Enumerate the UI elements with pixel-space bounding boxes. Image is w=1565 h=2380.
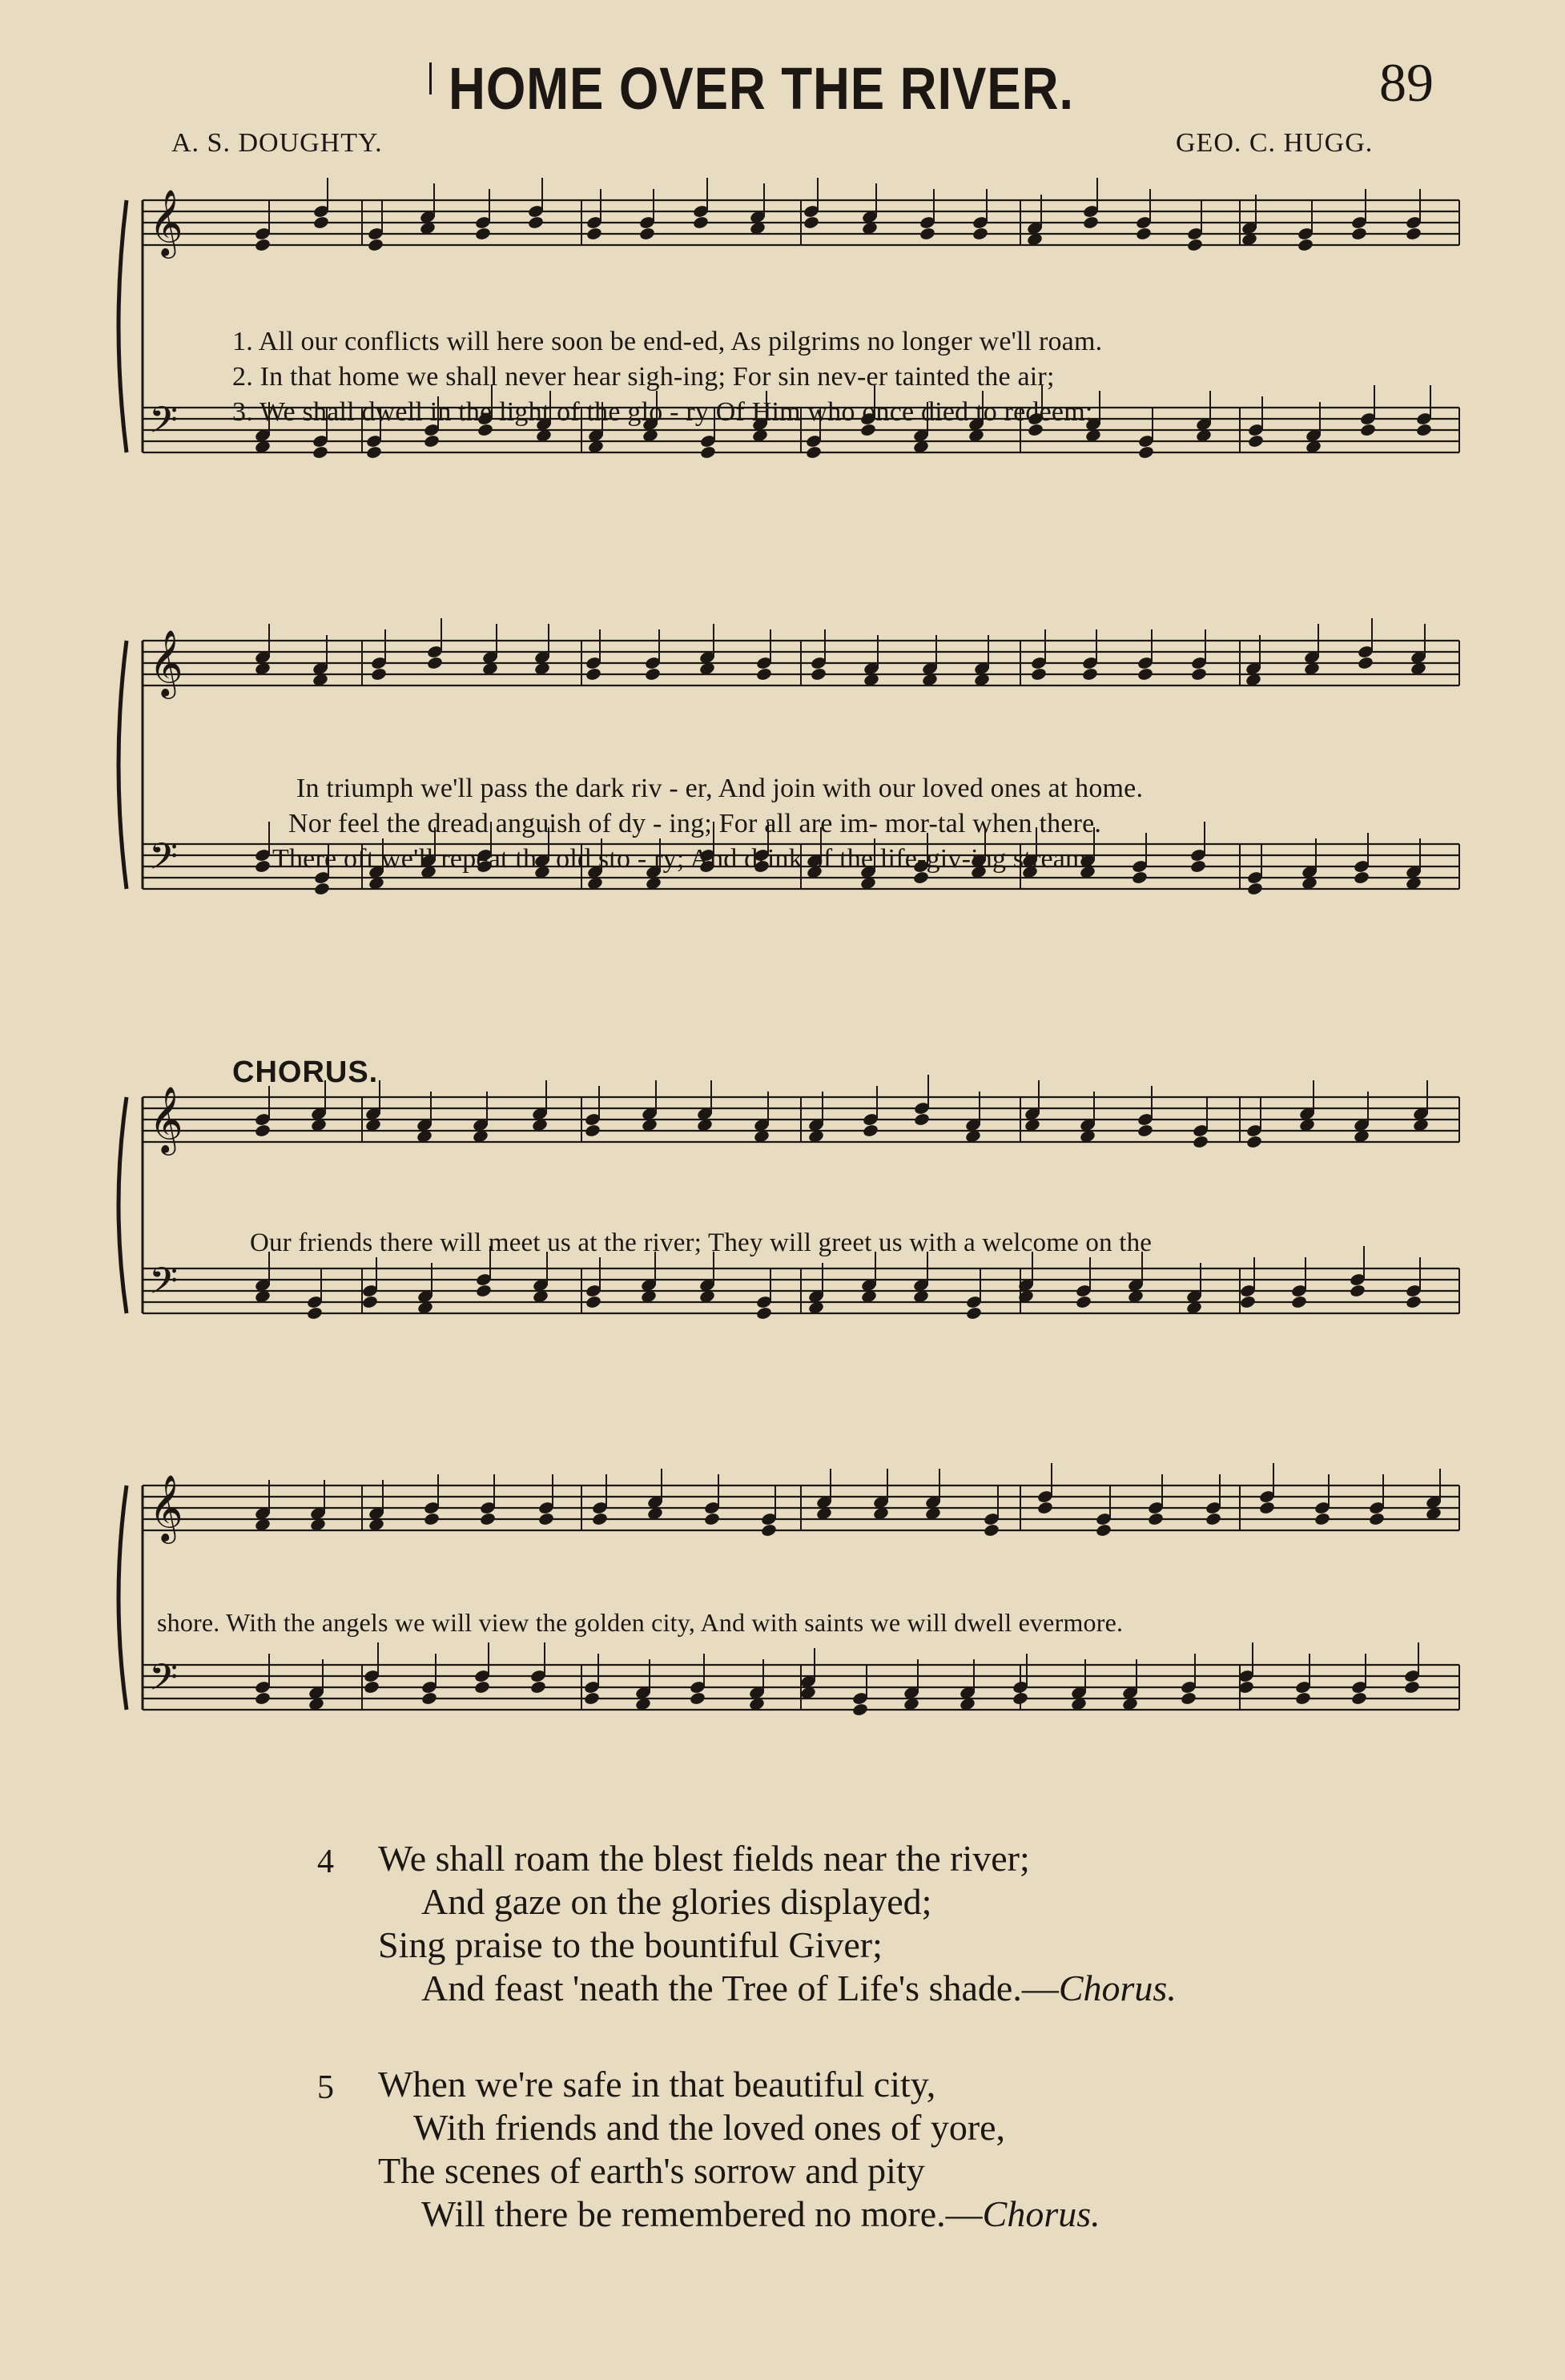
lyric-line-3-1: Our friends there will meet us at the river; They will greet us with a welcome on the — [250, 1228, 1153, 1257]
lyric-line-2-3: There oft we'll repeat the old sto - ry; And drink of the life-giv-ing stream. — [272, 844, 1094, 874]
treble-notehead — [479, 1512, 496, 1526]
stanza-line: And gaze on the glories displayed; — [421, 1881, 932, 1922]
lyric-line-1-1: 1. All our conflicts will here soon be end-ed, As pilgrims no longer we'll roam. — [232, 327, 1103, 356]
bass-clef: 𝄢 — [149, 835, 179, 887]
stanza-line: We shall roam the blest fields near the river; — [378, 1838, 1030, 1879]
treble-notehead — [703, 1512, 720, 1526]
page-title: HOME OVER THE RIVER. — [449, 55, 1074, 122]
stanza-line: The scenes of earth's sorrow and pity — [378, 2150, 925, 2191]
bass-notehead — [1350, 1691, 1367, 1706]
lyric-line-4-1: shore. With the angels we will view the golden city, And with saints we will dwell evermore. — [157, 1608, 1124, 1637]
bass-notehead — [1294, 1691, 1311, 1706]
bass-notehead — [1180, 1691, 1197, 1706]
lyric-line-2-1: In triumph we'll pass the dark riv - er, And join with our loved ones at home. — [296, 774, 1144, 803]
treble-notehead — [423, 1512, 440, 1526]
stanza-line: Sing praise to the bountiful Giver; — [378, 1924, 883, 1965]
stanza-line: When we're safe in that beautiful city, — [378, 2064, 936, 2105]
bass-notehead — [420, 1691, 437, 1706]
treble-notehead — [537, 1512, 554, 1526]
lyric-line-1-3: 3. We shall dwell in the light of the glo - ry Of Him who once died to redeem; — [232, 397, 1093, 427]
treble-notehead — [1258, 1501, 1275, 1515]
treble-notehead — [591, 1512, 608, 1526]
bass-notehead — [473, 1680, 490, 1695]
bass-notehead — [689, 1691, 706, 1706]
treble-notehead — [1314, 1512, 1330, 1526]
chorus-reference: Chorus. — [982, 2193, 1100, 2234]
treble-notehead — [983, 1523, 1000, 1538]
treble-clef: 𝄞 — [149, 629, 183, 696]
stanza-line — [421, 1967, 1177, 2010]
treble-notehead — [760, 1523, 777, 1538]
bass-notehead — [363, 1680, 380, 1695]
treble-clef: 𝄞 — [149, 1473, 183, 1541]
treble-notehead — [1147, 1512, 1164, 1526]
bass-notehead — [1403, 1680, 1420, 1695]
composer-credit: GEO. C. HUGG. — [1176, 128, 1374, 158]
treble-notehead — [1036, 1501, 1053, 1515]
bass-clef: 𝄢 — [149, 1260, 179, 1312]
stanza-line-text: Will there be remembered no more.— — [421, 2193, 983, 2234]
bass-notehead — [851, 1703, 868, 1717]
bass-clef: 𝄢 — [149, 399, 179, 451]
chorus-reference: Chorus. — [1058, 1968, 1177, 2008]
treble-notehead — [1205, 1512, 1221, 1526]
treble-clef: 𝄞 — [149, 188, 183, 255]
stanza-number: 5 — [317, 2069, 334, 2106]
bass-notehead — [1012, 1691, 1028, 1706]
bass-notehead — [254, 1691, 271, 1706]
lyric-line-2-2: Nor feel the dread anguish of dy - ing; For all are im- mor-tal when there. — [288, 809, 1102, 838]
chorus-label: CHORUS. — [232, 1055, 379, 1089]
bass-notehead — [529, 1680, 546, 1695]
treble-clef: 𝄞 — [149, 1085, 183, 1152]
bass-clef: 𝄢 — [149, 1656, 179, 1708]
treble-notehead — [1368, 1512, 1385, 1526]
page-number: 89 — [1379, 52, 1434, 113]
lyric-line-1-2: 2. In that home we shall never hear sigh-ing; For sin nev-er tainted the air; — [232, 362, 1055, 392]
bass-notehead — [583, 1691, 600, 1706]
author-credit: A. S. DOUGHTY. — [171, 128, 383, 158]
stanza-line — [421, 2193, 1100, 2236]
treble-notehead — [1095, 1523, 1112, 1538]
stanza-number: 4 — [317, 1843, 334, 1880]
system-brace — [119, 1485, 127, 1710]
stanza-line: With friends and the loved ones of yore, — [413, 2107, 1006, 2148]
stanza-line-text: And feast 'neath the Tree of Life's shade.— — [421, 1968, 1059, 2008]
